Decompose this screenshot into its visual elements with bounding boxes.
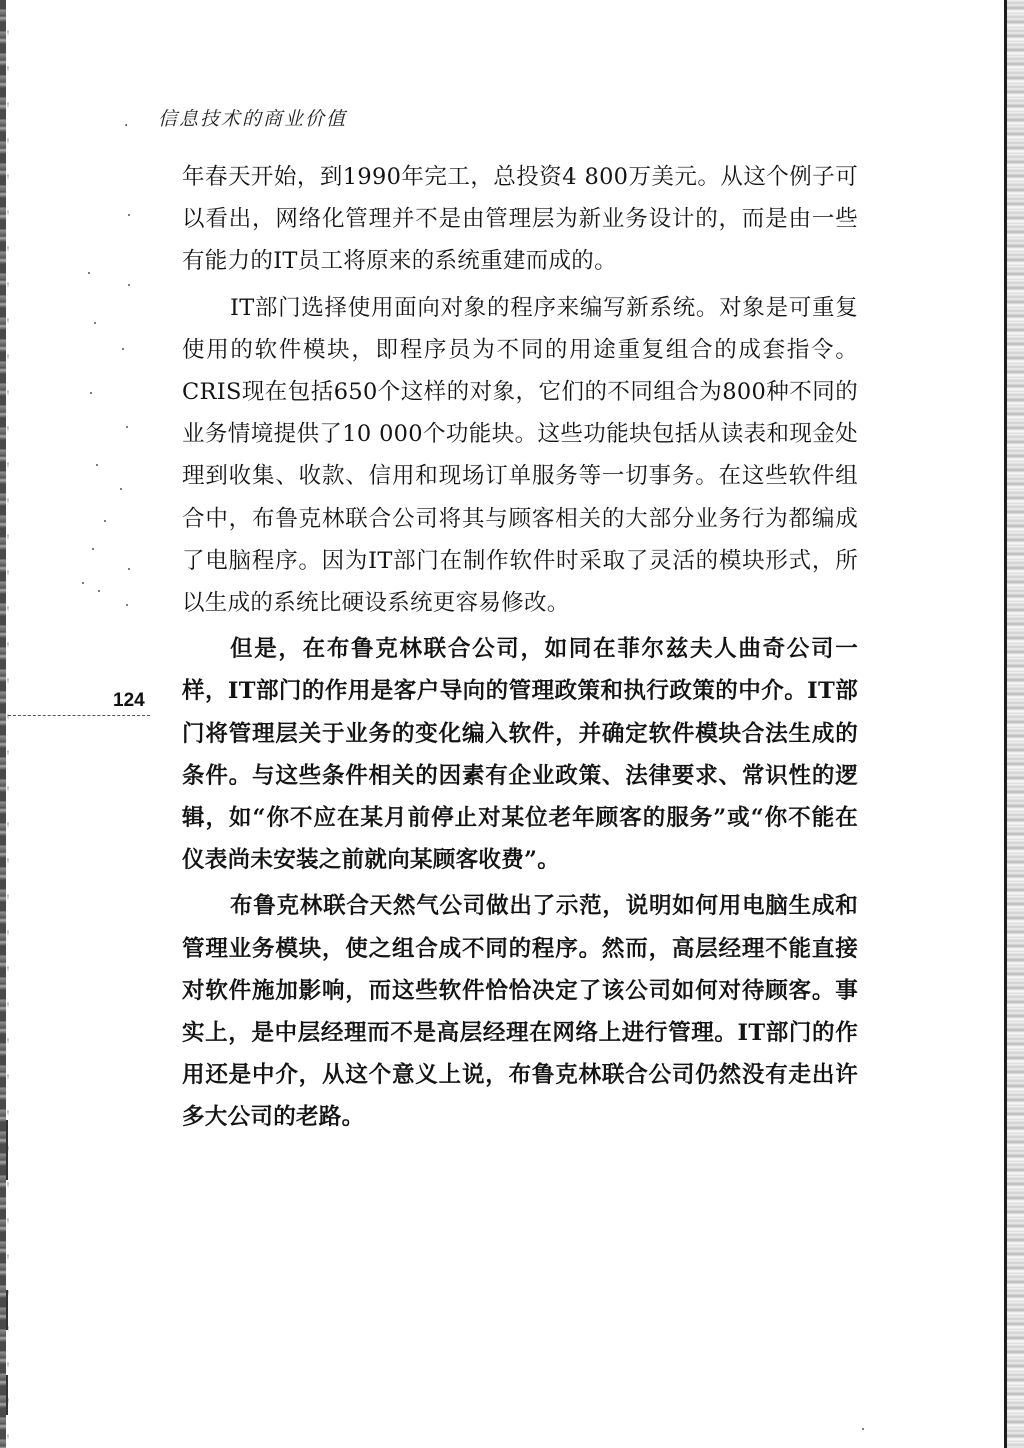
scan-speck [98,590,100,592]
scan-speck [122,348,124,350]
right-page-edge [1004,0,1024,1448]
scan-speck [104,520,106,522]
scan-speck [120,488,122,490]
scan-speck [128,284,130,286]
left-binding-edge [0,0,6,1448]
left-scan-line [6,1290,8,1330]
scan-speck [128,568,130,570]
page-number-rule [8,715,150,716]
paragraph: 布鲁克林联合天然气公司做出了示范，说明如何用电脑生成和管理业务模块，使之组合成不同的程序。然而，高层经理不能直接对软件施加影响，而这些软件恰恰决定了该公司如何对待顾客。事实上，是中层经理而不是高层经理在网络上进行管理。IT部门的作用还是中介，从这个意义上说，布鲁克林联合公司仍然没有走出许多大公司的老路。 [182,893,858,1131]
scan-speck [94,322,96,324]
running-head: 信息技术的商业价值 [158,108,348,130]
scan-speck [96,464,98,466]
scan-speck [88,272,90,274]
body-text [182,156,858,1139]
scan-speck [82,582,84,584]
scan-speck [128,214,130,216]
scan-speck [90,392,92,394]
paragraph: 年春天开始，到1990年完工，总投资4 800万美元。从这个例子可以看出，网络化管理并不是由管理层为新业务设计的，而是由一些有能力的IT员工将原来的系统重建而成的。 [182,164,858,275]
header-bullet: . [124,114,129,130]
paragraph: IT部门选择使用面向对象的程序来编写新系统。对象是可重复使用的软件模块，即程序员为不同的用途重复组合的成套指令。CRIS现在包括650个这样的对象，它们的不同组合为800种不同的业务情境提供了10 000个功能块。这些功能块包括从读表和现金处理到收集、收款、信用和现场订单服务等一切事务。在这些软件组合中，布鲁克林联合公司将其与顾客相关的大部分业务行为都编成了电脑程序。因为IT部门在制作软件时采取了灵活的模块形式，所以生成的系统比硬设系统更容易修改。 [182,294,858,617]
scan-speck [92,548,94,550]
left-scan-line [6,1375,8,1415]
scan-speck [862,1428,864,1430]
scan-speck [126,426,128,428]
scan-speck [126,604,128,606]
page-number: 124 [113,690,145,711]
right-edge-rule [1004,0,1007,1448]
paragraph: 但是，在布鲁克林联合公司，如同在菲尔兹夫人曲奇公司一样，IT部门的作用是客户导向的管理政策和执行政策的中介。IT部门将管理层关于业务的变化编入软件，并确定软件模块合法生成的条件。与这些条件相关的因素有企业政策、法律要求、常识性的逻辑，如“你不应在某月前停止对某位老年顾客的服务”或“你不能在仪表尚未安装之前就向某顾客收费”。 [182,636,858,874]
left-binding-shadow [7,0,9,1448]
left-scan-line [6,1120,8,1180]
